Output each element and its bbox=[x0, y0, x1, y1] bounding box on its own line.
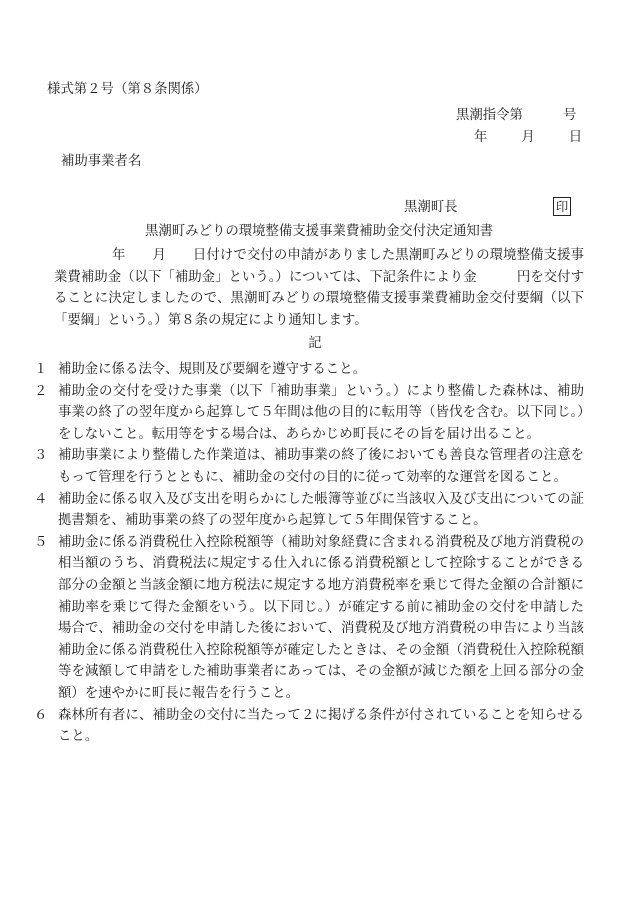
recipient-name-label: 補助事業者名 bbox=[61, 154, 142, 169]
notice-body bbox=[54, 245, 584, 331]
condition-number: ４ bbox=[34, 491, 48, 507]
ki-heading: 記 bbox=[308, 336, 322, 351]
condition-item bbox=[34, 705, 584, 748]
date-month: 月 bbox=[521, 130, 535, 145]
document-number bbox=[456, 106, 576, 126]
issuer-name: 黒潮町長 bbox=[404, 200, 458, 215]
condition-text: 補助金に係る収入及び支出を明らかにした帳簿等並びに当該収入及び支出についての証拠書類を、補助事業の終了の翌年度から起算して５年間保管すること。 bbox=[58, 491, 584, 529]
date-year: 年 bbox=[474, 130, 488, 145]
date-line bbox=[474, 128, 582, 148]
condition-number: ５ bbox=[34, 534, 48, 550]
condition-item bbox=[34, 532, 584, 705]
form-id: 様式第２号（第８条関係） bbox=[47, 82, 208, 97]
condition-text: 補助金の交付を受けた事業（以下「補助事業」という。）により整備した森林は、補助事業の終了の翌年度から起算して５年間は他の目的に転用等（皆伐を含む。以下同じ。）をしないこと。転用等をする場合は、あらかじめ町長にその旨を届け出ること。 bbox=[58, 383, 584, 442]
condition-text: 補助事業により整備した作業道は、補助事業の終了後においても善良な管理者の注意をもって管理を行うとともに、補助金の交付の目的に従って効率的な運営を図ること。 bbox=[58, 448, 584, 485]
condition-item bbox=[34, 381, 584, 446]
conditions-list bbox=[34, 359, 584, 748]
condition-number: ６ bbox=[34, 707, 48, 723]
document-number-prefix: 黒潮指令第 bbox=[456, 108, 523, 123]
document-title: 黒潮町みどりの環境整備支援事業費補助金交付決定通知書 bbox=[145, 224, 494, 239]
condition-number: ３ bbox=[34, 448, 48, 464]
condition-text: 森林所有者に、補助金の交付に当たって２に掲げる条件が付されていることを知らせること。 bbox=[58, 707, 584, 745]
condition-item bbox=[34, 359, 584, 381]
condition-number: １ bbox=[34, 362, 48, 377]
condition-text: 補助金に係る消費税仕入控除税額等（補助対象経費に含まれる消費税及び地方消費税の相当額のうち、消費税法に規定する仕入れに係る消費税額として控除することができる部分の金額と当該金額に地方税法に規定する地方消費税率を乗じて得た金額の合計額に補助率を乗じて得た金額をいう。以下同じ。）が確定する前に補助金の交付を申請した場合で、補助金の交付を申請した後において、消費税及び地方消費税の申告により当該補助金に係る消費税仕入控除税額等が確定したときは、その金額（消費税仕入控除税額等を減額して申請をした補助事業者にあっては、その金額が減じた額を上回る部分の金額）を速やかに町長に報告を行うこと。 bbox=[58, 534, 584, 701]
document-number-suffix: 号 bbox=[562, 108, 577, 123]
condition-number: ２ bbox=[34, 383, 48, 399]
notice-paragraph: 年 月 日付けで交付の申請がありました黒潮町みどりの環境整備支援事業費補助金（以下「補助金」という。）については、下記条件により金 円を交付することに決定しましたので、黒潮町みどりの環境整備支援事業費補助金交付要綱（以下「要綱」という。）第８条の規定により通知します。 bbox=[54, 248, 584, 328]
condition-item bbox=[34, 489, 584, 532]
condition-item bbox=[34, 445, 584, 488]
date-day: 日 bbox=[568, 130, 583, 145]
seal-mark: 印 bbox=[553, 197, 571, 216]
condition-text: 補助金に係る法令、規則及び要綱を遵守すること。 bbox=[58, 362, 366, 377]
